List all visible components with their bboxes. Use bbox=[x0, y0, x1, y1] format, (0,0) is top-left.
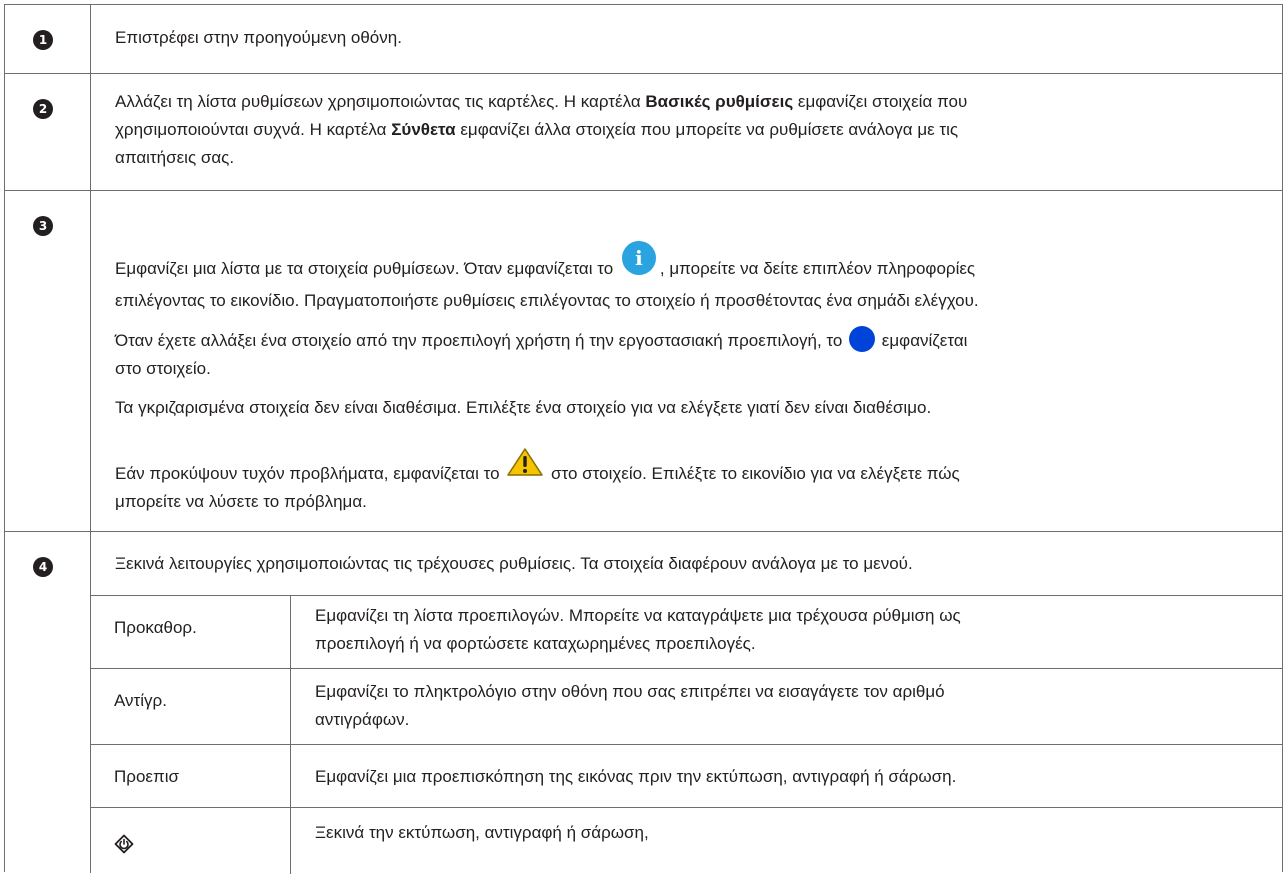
row-3-paragraph-4: Εάν προκύψουν τυχόν προβλήματα, εμφανίζεται το στο στοιχείο. Επιλέξτε το εικονίδιο για να ελέγξετε πώς μπορείτε να λύσετε το πρόβλημα. bbox=[115, 453, 1260, 516]
subrow-start bbox=[91, 807, 1282, 874]
start-icon bbox=[114, 834, 134, 854]
number-cell bbox=[5, 5, 91, 73]
advanced-tab-name: Σύνθετα bbox=[391, 120, 456, 139]
callout-number-3: 3 bbox=[33, 216, 53, 236]
presets-description: Εμφανίζει τη λίστα προεπιλογών. Μπορείτε να καταγράψετε μια τρέχουσα ρύθμιση ως προεπιλογή ή να φορτώσετε καταχωρημένες προεπιλογές. bbox=[315, 606, 961, 653]
number-cell bbox=[5, 74, 91, 190]
subrow-copies bbox=[91, 668, 1282, 744]
callout-number-4: 4 bbox=[33, 557, 53, 577]
copies-label: Αντίγρ. bbox=[114, 691, 167, 710]
row-4-description: Ξεκινά λειτουργίες χρησιμοποιώντας τις τρέχουσες ρυθμίσεις. Τα στοιχεία διαφέρουν ανάλογα με το μενού. bbox=[115, 554, 913, 573]
preview-description: Εμφανίζει μια προεπισκόπηση της εικόνας πριν την εκτύπωση, αντιγραφή ή σάρωση. bbox=[315, 767, 957, 786]
table-row-1 bbox=[5, 5, 1282, 73]
basic-settings-tab-name: Βασικές ρυθμίσεις bbox=[645, 92, 794, 111]
number-cell bbox=[5, 191, 91, 531]
info-icon: i bbox=[622, 241, 656, 275]
row-2-description: Αλλάζει τη λίστα ρυθμίσεων χρησιμοποιώντας τις καρτέλες. Η καρτέλα Βασικές ρυθμίσεις εμφανίζει στοιχεία που χρησιμοποιούνται συχνά. Η καρτέλα Σύνθετα εμφανίζει άλλα στοιχεία που μπορείτε να ρυθμίσετε ανάλογα με τις απαιτήσεις σας. bbox=[115, 92, 968, 167]
callout-number-1: 1 bbox=[33, 30, 53, 50]
changed-setting-dot-icon bbox=[849, 326, 875, 352]
row-3-paragraph-3: Τα γκριζαρισμένα στοιχεία δεν είναι διαθέσιμα. Επιλέξτε ένα στοιχείο για να ελέγξετε γιατί δεν είναι διαθέσιμο. bbox=[115, 398, 932, 417]
table-row-4 bbox=[5, 531, 1282, 873]
callout-number-2: 2 bbox=[33, 99, 53, 119]
description-table bbox=[4, 4, 1283, 872]
subrow-preview bbox=[91, 744, 1282, 807]
subrow-presets bbox=[91, 595, 1282, 668]
number-cell bbox=[5, 532, 91, 873]
presets-label: Προκαθορ. bbox=[114, 618, 197, 637]
row-3-paragraph-1: Εμφανίζει μια λίστα με τα στοιχεία ρυθμίσεων. Όταν εμφανίζεται το i , μπορείτε να δείτε επιπλέον πληροφορίες επιλέγοντας το εικονίδιο. Πραγματοποιήστε ρυθμίσεις επιλέγοντας το στοιχείο ή προσθέτοντας ένα σημάδι ελέγχου. bbox=[115, 253, 1260, 315]
row-3-paragraph-2: Όταν έχετε αλλάξει ένα στοιχείο από την προεπιλογή χρήστη ή την εργοστασιακή προεπιλογή, το εμφανίζεται στο στοιχείο. bbox=[115, 326, 1260, 383]
start-description: Ξεκινά την εκτύπωση, αντιγραφή ή σάρωση, bbox=[315, 823, 649, 842]
warning-icon bbox=[506, 447, 544, 477]
copies-description: Εμφανίζει το πληκτρολόγιο στην οθόνη που σας επιτρέπει να εισαγάγετε τον αριθμό αντιγράφων. bbox=[315, 682, 945, 729]
table-row-3 bbox=[5, 190, 1282, 531]
row-1-description: Επιστρέφει στην προηγούμενη οθόνη. bbox=[115, 28, 402, 47]
preview-label: Προεπισ bbox=[114, 767, 179, 786]
table-row-2 bbox=[5, 73, 1282, 190]
